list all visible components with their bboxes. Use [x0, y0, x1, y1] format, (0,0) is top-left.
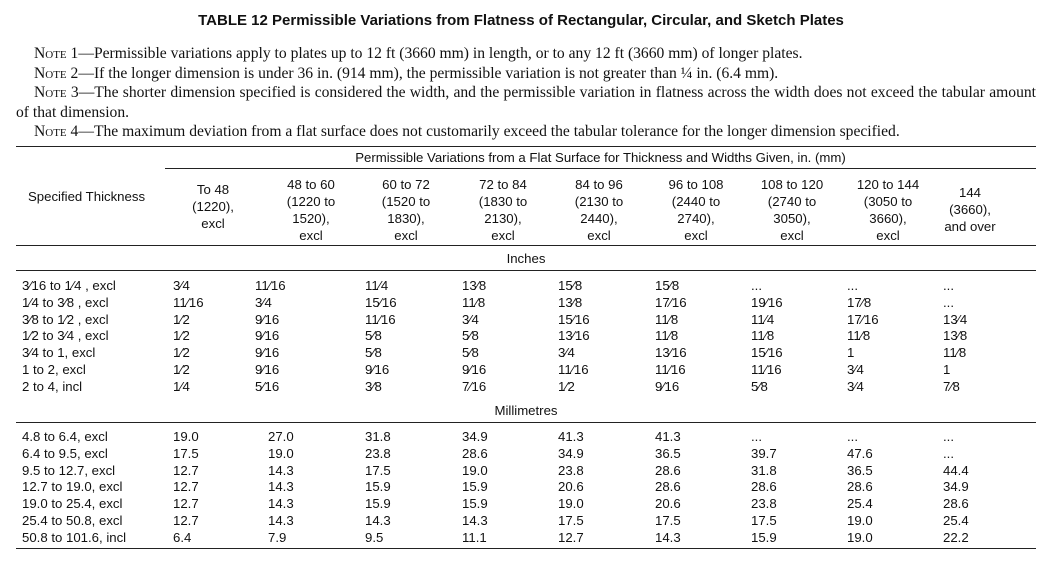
value-cell: 7.9 — [268, 529, 287, 545]
table-bottom-rule — [16, 548, 1036, 549]
value-cell: 17⁄8 — [847, 294, 872, 310]
column-header — [549, 176, 649, 244]
value-cell: ... — [943, 445, 954, 461]
value-cell: ... — [847, 278, 858, 293]
value-cell: 11⁄8 — [847, 328, 871, 344]
value-cell: 17.5 — [365, 462, 391, 478]
value-cell: 14.3 — [365, 513, 391, 528]
value-cell: 15.9 — [462, 496, 488, 512]
value-cell: 34.9 — [943, 479, 969, 495]
value-cell: 11⁄8 — [655, 311, 679, 327]
thickness-cell: 25.4 to 50.8, excl — [22, 513, 123, 528]
value-cell: 15⁄16 — [365, 294, 397, 310]
value-cell: 15.9 — [365, 479, 391, 495]
column-header-line: 3050), — [773, 211, 811, 226]
millimetres-rule — [16, 422, 1036, 423]
value-cell: 11⁄8 — [462, 294, 486, 310]
thickness-cell: 1⁄2 to 3⁄4 , excl — [22, 328, 109, 344]
notes-block — [16, 44, 1036, 142]
value-cell: 11⁄4 — [751, 311, 775, 327]
value-cell: 22.2 — [943, 529, 969, 545]
value-cell: 13⁄16 — [558, 328, 590, 344]
value-cell: 9⁄16 — [255, 345, 280, 361]
value-cell: ... — [751, 278, 762, 293]
value-cell: 1⁄4 — [173, 378, 190, 394]
thickness-cell: 9.5 to 12.7, excl — [22, 462, 116, 478]
column-header-line: (3050 to — [863, 194, 913, 209]
column-header-line: 1520), — [292, 211, 330, 226]
value-cell: 6.4 — [173, 529, 192, 545]
thickness-cell: 2 to 4, incl — [22, 378, 83, 394]
value-cell: ... — [943, 278, 954, 293]
column-header-line: excl — [587, 228, 611, 243]
value-cell: 5⁄8 — [365, 328, 382, 344]
value-cell: 12.7 — [173, 496, 199, 512]
value-cell: 13⁄8 — [462, 278, 487, 293]
column-header-line: excl — [684, 228, 708, 243]
value-cell: 27.0 — [268, 429, 294, 444]
value-cell: 11⁄16 — [173, 294, 204, 310]
value-cell: 12.7 — [173, 479, 199, 495]
value-cell: 13⁄8 — [943, 328, 968, 344]
value-cell: 17.5 — [173, 445, 199, 461]
value-cell: 28.6 — [462, 445, 488, 461]
value-cell: 3⁄4 — [173, 278, 190, 293]
column-header-line: (2740 to — [767, 194, 817, 209]
column-header-line: To 48 — [196, 182, 230, 197]
value-cell: 28.6 — [655, 462, 681, 478]
value-cell: 28.6 — [751, 479, 777, 495]
column-header-line: 72 to 84 — [479, 177, 527, 192]
value-cell: 5⁄8 — [751, 378, 768, 394]
column-header-line: (1520 to — [381, 194, 431, 209]
column-header — [920, 184, 1020, 235]
column-header-line: (1830 to — [478, 194, 528, 209]
value-cell: 44.4 — [943, 462, 969, 478]
value-cell: 19.0 — [558, 496, 584, 512]
value-cell: 19.0 — [847, 529, 873, 545]
column-header-line: excl — [201, 216, 225, 231]
column-header — [453, 176, 553, 244]
column-header — [742, 176, 842, 244]
value-cell: 17.5 — [751, 513, 777, 528]
thickness-cell: 1 to 2, excl — [22, 362, 86, 377]
note-1 — [16, 44, 1036, 64]
thickness-cell: 1⁄4 to 3⁄8 , excl — [22, 294, 109, 310]
note-4 — [16, 122, 1036, 142]
value-cell: 11⁄16 — [558, 362, 589, 377]
value-cell: 3⁄4 — [558, 345, 575, 361]
column-header-line: (1220 to — [286, 194, 336, 209]
note-label: Note 3 — [34, 84, 79, 101]
inches-rule — [16, 270, 1036, 271]
value-cell: 34.9 — [462, 429, 488, 444]
value-cell: 9⁄16 — [462, 362, 487, 377]
value-cell: 1⁄2 — [173, 311, 190, 327]
column-header-line: 3660), — [869, 211, 907, 226]
column-header-line: 144 — [958, 185, 981, 200]
thickness-cell: 12.7 to 19.0, excl — [22, 479, 123, 495]
span-header: Permissible Variations from a Flat Surface for Thickness and Widths Given, in. (mm) — [355, 150, 846, 165]
column-header — [646, 176, 746, 244]
column-header-line: (2130 to — [574, 194, 624, 209]
value-cell: 31.8 — [751, 462, 777, 478]
column-header-line: 84 to 96 — [575, 177, 623, 192]
value-cell: 14.3 — [268, 462, 294, 478]
value-cell: 7⁄16 — [462, 378, 487, 394]
column-header-line: 96 to 108 — [668, 177, 724, 192]
value-cell: 13⁄8 — [558, 294, 583, 310]
value-cell: 14.3 — [268, 479, 294, 495]
value-cell: 15.9 — [462, 479, 488, 495]
column-header-line: 2440), — [580, 211, 618, 226]
value-cell: 9⁄16 — [365, 362, 390, 377]
value-cell: 41.3 — [655, 429, 681, 444]
value-cell: 11⁄16 — [365, 311, 396, 327]
value-cell: 19.0 — [847, 513, 873, 528]
value-cell: 28.6 — [847, 479, 873, 495]
value-cell: 15.9 — [365, 496, 391, 512]
column-header-line: 1830), — [387, 211, 425, 226]
stub-header: Specified Thickness — [28, 189, 146, 204]
column-header-line: 48 to 60 — [287, 177, 335, 192]
value-cell: ... — [847, 429, 858, 444]
thickness-cell: 19.0 to 25.4, excl — [22, 496, 123, 512]
header-bottom-rule — [16, 245, 1036, 246]
value-cell: 31.8 — [365, 429, 391, 444]
value-cell: 14.3 — [462, 513, 488, 528]
thickness-cell: 3⁄8 to 1⁄2 , excl — [22, 311, 109, 327]
value-cell: 25.4 — [943, 513, 969, 528]
value-cell: 15⁄8 — [558, 278, 583, 293]
value-cell: 41.3 — [558, 429, 584, 444]
value-cell: 20.6 — [655, 496, 681, 512]
column-header-line: and over — [944, 219, 996, 234]
note-text: —If the longer dimension is under 36 in. (914 mm), the permissible variation is not greater than ¼ in. (6.4 mm). — [78, 64, 779, 82]
note-label: Note 4 — [34, 123, 79, 140]
value-cell: 36.5 — [847, 462, 873, 478]
note-text: —Permissible variations apply to plates up to 12 ft (3660 mm) in length, or to any 12 ft (3660 mm) of longer plates. — [78, 45, 803, 62]
value-cell: 19⁄16 — [751, 294, 783, 310]
value-cell: 36.5 — [655, 445, 681, 461]
value-cell: 11⁄8 — [751, 328, 775, 344]
value-cell: 14.3 — [655, 529, 681, 545]
note-2 — [16, 64, 1036, 84]
value-cell: 11⁄8 — [943, 345, 967, 361]
value-cell: 28.6 — [655, 479, 681, 495]
column-header-line: (1220), — [192, 199, 234, 214]
column-header-line: 108 to 120 — [760, 177, 824, 192]
value-cell: 19.0 — [462, 462, 488, 478]
value-cell: 5⁄8 — [365, 345, 382, 361]
value-cell: 11⁄8 — [655, 328, 679, 344]
value-cell: 1⁄2 — [173, 362, 190, 377]
value-cell: 3⁄4 — [847, 378, 864, 394]
column-header-line: excl — [876, 228, 900, 243]
section-label-inches: Inches — [506, 251, 546, 266]
span-header-rule — [165, 168, 1036, 169]
value-cell: 5⁄8 — [462, 328, 479, 344]
note-label: Note 1 — [34, 45, 79, 62]
value-cell: 17.5 — [558, 513, 584, 528]
value-cell: 15⁄8 — [655, 278, 680, 293]
thickness-cell: 3⁄16 to 1⁄4 , excl — [22, 278, 116, 293]
value-cell: 11⁄16 — [655, 362, 686, 377]
column-header-line: excl — [299, 228, 323, 243]
value-cell: 15⁄16 — [751, 345, 783, 361]
thickness-cell: 50.8 to 101.6, incl — [22, 529, 127, 545]
value-cell: 13⁄16 — [655, 345, 687, 361]
value-cell: 20.6 — [558, 479, 584, 495]
thickness-cell: 6.4 to 9.5, excl — [22, 445, 108, 461]
value-cell: 19.0 — [173, 429, 199, 444]
value-cell: 15.9 — [751, 529, 777, 545]
note-3 — [16, 83, 1036, 122]
value-cell: 3⁄8 — [365, 378, 382, 394]
value-cell: 23.8 — [751, 496, 777, 512]
value-cell: 1⁄2 — [558, 378, 575, 394]
column-header — [163, 181, 263, 232]
value-cell: 39.7 — [751, 445, 777, 461]
value-cell: 28.6 — [943, 496, 969, 512]
value-cell: ... — [751, 429, 762, 444]
value-cell: 1⁄2 — [173, 345, 190, 361]
value-cell: ... — [943, 294, 954, 310]
value-cell: 7⁄8 — [943, 378, 960, 394]
value-cell: 1⁄2 — [173, 328, 190, 344]
value-cell: 19.0 — [268, 445, 294, 461]
value-cell: 13⁄4 — [943, 311, 968, 327]
value-cell: 3⁄4 — [255, 294, 272, 310]
column-header-line: 2130), — [484, 211, 522, 226]
column-header-line: 120 to 144 — [856, 177, 920, 192]
value-cell: 14.3 — [268, 496, 294, 512]
value-cell: 9⁄16 — [255, 311, 280, 327]
value-cell: 14.3 — [268, 513, 294, 528]
value-cell: 47.6 — [847, 445, 873, 461]
table-title: TABLE 12 Permissible Variations from Flatness of Rectangular, Circular, and Sketch Plates — [198, 12, 844, 29]
value-cell: 11.1 — [462, 529, 487, 545]
value-cell: 23.8 — [558, 462, 584, 478]
column-header-line: excl — [394, 228, 418, 243]
value-cell: 9⁄16 — [255, 328, 280, 344]
value-cell: 17⁄16 — [847, 311, 879, 327]
column-header-line: (3660), — [949, 202, 991, 217]
value-cell: 9.5 — [365, 529, 384, 545]
column-header-line: 60 to 72 — [382, 177, 430, 192]
value-cell: 34.9 — [558, 445, 584, 461]
note-text: —The maximum deviation from a flat surface does not customarily exceed the tabular tolerance for the longer dimension specified. — [78, 123, 900, 140]
value-cell: 15⁄16 — [558, 311, 590, 327]
value-cell: 12.7 — [173, 462, 199, 478]
value-cell: 3⁄4 — [462, 311, 479, 327]
value-cell: 1 — [847, 345, 855, 361]
value-cell: 9⁄16 — [255, 362, 280, 377]
value-cell: 3⁄4 — [847, 362, 864, 377]
value-cell: ... — [943, 429, 954, 444]
column-header-line: excl — [491, 228, 515, 243]
value-cell: 25.4 — [847, 496, 873, 512]
value-cell: 1 — [943, 362, 951, 377]
thickness-cell: 3⁄4 to 1, excl — [22, 345, 96, 361]
value-cell: 17⁄16 — [655, 294, 687, 310]
value-cell: 11⁄16 — [255, 278, 286, 293]
value-cell: 11⁄4 — [365, 278, 389, 293]
value-cell: 5⁄8 — [462, 345, 479, 361]
value-cell: 9⁄16 — [655, 378, 680, 394]
section-label-millimetres: Millimetres — [494, 403, 558, 418]
value-cell: 12.7 — [558, 529, 584, 545]
value-cell: 17.5 — [655, 513, 681, 528]
value-cell: 5⁄16 — [255, 378, 280, 394]
note-text: —The shorter dimension specified is considered the width, and the permissible variation in flatness across the width does not exceed the tabular amount of that dimension. — [16, 84, 1036, 121]
value-cell: 11⁄16 — [751, 362, 782, 377]
value-cell: 12.7 — [173, 513, 199, 528]
column-header — [356, 176, 456, 244]
column-header-line: 2740), — [677, 211, 715, 226]
thickness-cell: 4.8 to 6.4, excl — [22, 429, 108, 444]
column-header — [261, 176, 361, 244]
column-header-line: (2440 to — [671, 194, 721, 209]
table-top-rule — [16, 146, 1036, 147]
note-label: Note 2 — [34, 64, 79, 82]
column-header-line: excl — [780, 228, 804, 243]
value-cell: 23.8 — [365, 445, 391, 461]
